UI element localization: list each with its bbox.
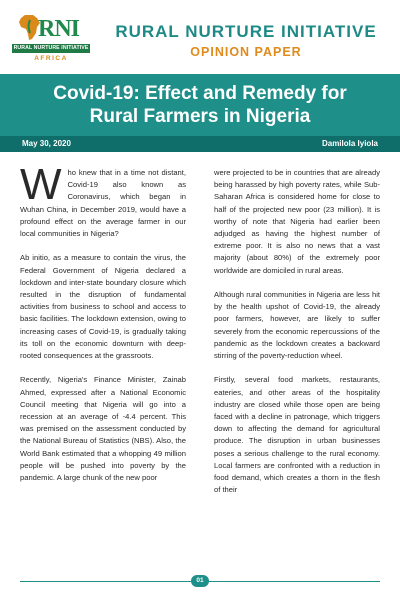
- paragraph-4: were projected to be in countries that are already being harassed by high poverty rates, while Sub-Saharan Africa is considered home for close to half of the projected new poor (23 million). It is worthy of note that Nigeria had earlier been adjudged as having the highest number of extreme poor. It is also no news that a vast majority (about 80%) of the extremely poor worldwide are domiciled in rural areas.: [214, 168, 380, 275]
- paragraph-5: Although rural communities in Nigeria are less hit by the health upshot of Covid-19, the already poor farmers, however, are likely to suffer severely from the economic repercussions of the pandemic as the lockdown creates a backward stirring of the poverty-reduction wheel.: [214, 290, 380, 361]
- org-name: RURAL NURTURE INITIATIVE: [115, 22, 377, 41]
- paragraph-2: Ab initio, as a measure to contain the virus, the Federal Government of Nigeria declared a lockdown and inter-state boundary closure which resulted in the disruption of fundamental activities from business to school and access to basic facilities. The lockdown extension, owing to increasing cases of Covid-19, is gradually taking its toll on the economic downturn with deep-rooted consequences at the grassroots.: [20, 253, 186, 361]
- drop-cap: W: [20, 160, 62, 209]
- author-name: Damilola Iyiola: [321, 139, 378, 148]
- title-line-1: Covid-19: Effect and Remedy for: [53, 83, 347, 104]
- paragraph-3: Recently, Nigeria's Finance Minister, Zainab Ahmed, expressed after a National Economic Council meeting that Nigeria will go into a recession at an average of -4.4 percent. This was premised on the assessment conducted by the National Bureau of Statistics (NBS). Also, the World Bank estimated that a whopping 49 million people will be pushed into poverty by the pandemic. A large chunk of the new poor: [20, 375, 186, 483]
- paragraph-6: Firstly, several food markets, restaurants, eateries, and other areas of the hospitality industry are closed while those open are being faced with a decline in patronage, which triggers down to affecting the demand for agricultural produce. The disruption in urban businesses poses a serious challenge to the rural economy. Local farmers are confronted with a reduction in food demand, which creates a thorn in the flesh of their: [214, 375, 380, 495]
- title-line-2: Rural Farmers in Nigeria: [89, 106, 311, 127]
- paragraph-1-text: ho knew that in a time not distant, Covid-19 also known as Coronavirus, which began in Wuhan China, in December 2019, would have a profound effect on the average farmer in our local communities in Nigeria?: [20, 168, 186, 239]
- article-column-left: [20, 160, 186, 496]
- meta-bar: [0, 136, 400, 152]
- rni-logo: [12, 14, 90, 66]
- logo-bar-text: RURAL NURTURE INITIATIVE: [13, 45, 89, 51]
- logo-region: AFRICA: [34, 55, 68, 62]
- page-title: [10, 82, 390, 128]
- title-banner: [0, 74, 400, 136]
- logo-text: RNI: [38, 16, 80, 42]
- publish-date: May 30, 2020: [22, 139, 71, 148]
- doc-type: OPINION PAPER: [190, 45, 302, 59]
- page-number: 01: [191, 575, 209, 587]
- page-header: [0, 0, 400, 72]
- paragraph-1: [20, 160, 186, 240]
- article-column-right: [214, 167, 380, 509]
